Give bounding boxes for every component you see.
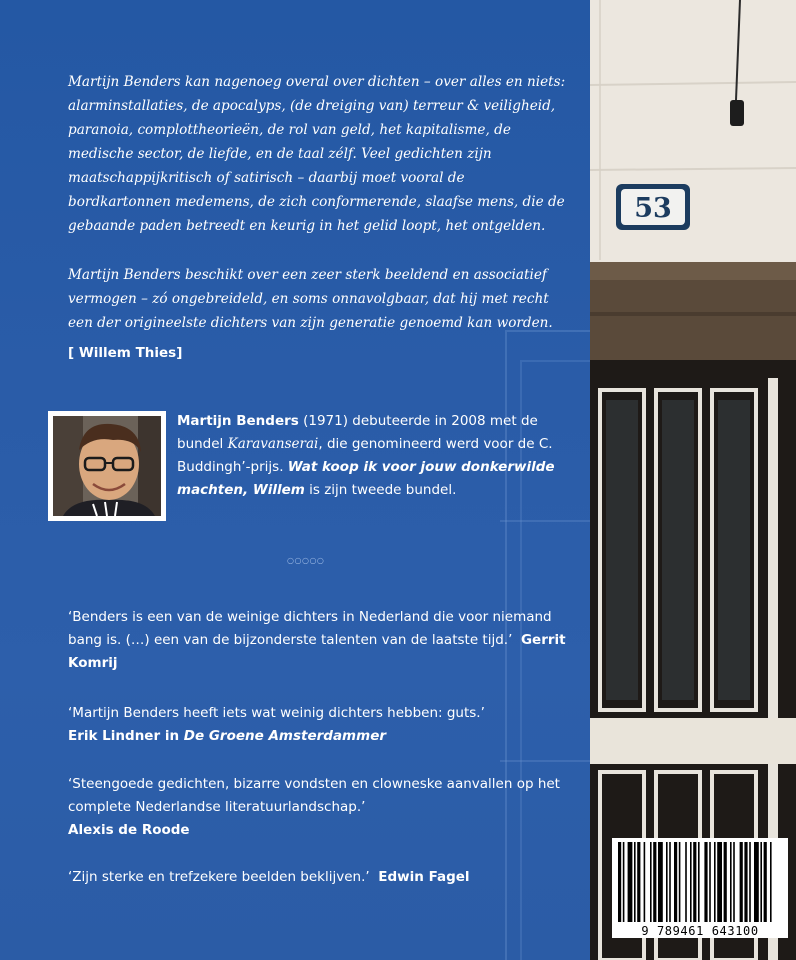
house-number: 53 [634, 193, 672, 224]
section-separator: ○○○○○ [287, 556, 325, 565]
quote-text: ‘Zijn sterke en trefzekere beelden beklijven.’ [68, 869, 370, 885]
door-photo [590, 0, 796, 960]
door-rail-decoration [500, 760, 590, 762]
review-quote-2 [68, 702, 568, 748]
review-quote-4 [68, 866, 568, 889]
quote-source: De Groene Amsterdammer [183, 728, 387, 744]
bio-text-1: (1971) debuteerde in 2008 met de bundel [177, 413, 538, 452]
quote-author: Edwin Fagel [378, 869, 470, 885]
author-portrait-image [53, 416, 161, 516]
door-photo-strip [590, 0, 796, 960]
blurb-paragraph-1: Martijn Benders kan nagenoeg overal over dichten – over alles en niets: alarminstallaties, de apocalyps, (de dreiging van) terreur & veiligheid, paranoia, complottheorieën, de rol van geld, het kapitalisme, de medische sector, de liefde, en de taal zélf. Veel gedichten zijn maatschappijkritisch of satirisch – daarbij moet vooral de bordkartonnen medemens, de zich conformerende, slaafse mens, die de gebaande paden betreedt en keurig in het gelid loopt, het ontgelden. [68, 74, 566, 234]
isbn-barcode [612, 838, 788, 938]
bio-book-title: Wat koop ik voor jouw donkerwilde machten, Willem [177, 459, 555, 498]
bio-text-2: , die genomineerd werd voor de C. Buddingh’-prijs. [177, 436, 553, 475]
author-bio [177, 410, 577, 502]
blurb-paragraph-2: Martijn Benders beschikt over een zeer sterk beeldend en associatief vermogen – zó ongebreideld, en soms onnavolgbaar, dat hij met recht een der origineelste dichters van zijn generatie genoemd kan worden. [68, 267, 553, 331]
quote-text: ‘Steengoede gedichten, bizarre vondsten en clowneske aanvallen op het complete Nederlandse literatuurlandschap.’ [68, 776, 560, 815]
blurb-attribution: [ Willem Thies] [68, 345, 183, 361]
quote-text: ‘Martijn Benders heeft iets wat weinig dichters hebben: guts.’ [68, 705, 485, 721]
bio-text-3: is zijn tweede bundel. [304, 482, 457, 498]
bio-author-name: Martijn Benders [177, 413, 299, 429]
review-quote-3 [68, 773, 568, 842]
quote-author: Erik Lindner [68, 728, 161, 744]
door-rail-decoration [500, 520, 590, 522]
author-photo [48, 411, 166, 521]
quote-source-prefix: in [160, 728, 184, 744]
quote-author: Gerrit Komrij [68, 632, 566, 671]
quote-author: Alexis de Roode [68, 822, 190, 838]
isbn-number: 9 789461 643100 [641, 924, 759, 938]
quote-text: ‘Benders is een van de weinige dichters in Nederland die voor niemand bang is. (…) een van de bijzonderste talenten van de laatste tijd.’ [68, 609, 552, 648]
review-quote-1 [68, 606, 568, 675]
barcode-bars [612, 838, 788, 924]
bio-debut-title: Karavanserai [227, 436, 319, 452]
